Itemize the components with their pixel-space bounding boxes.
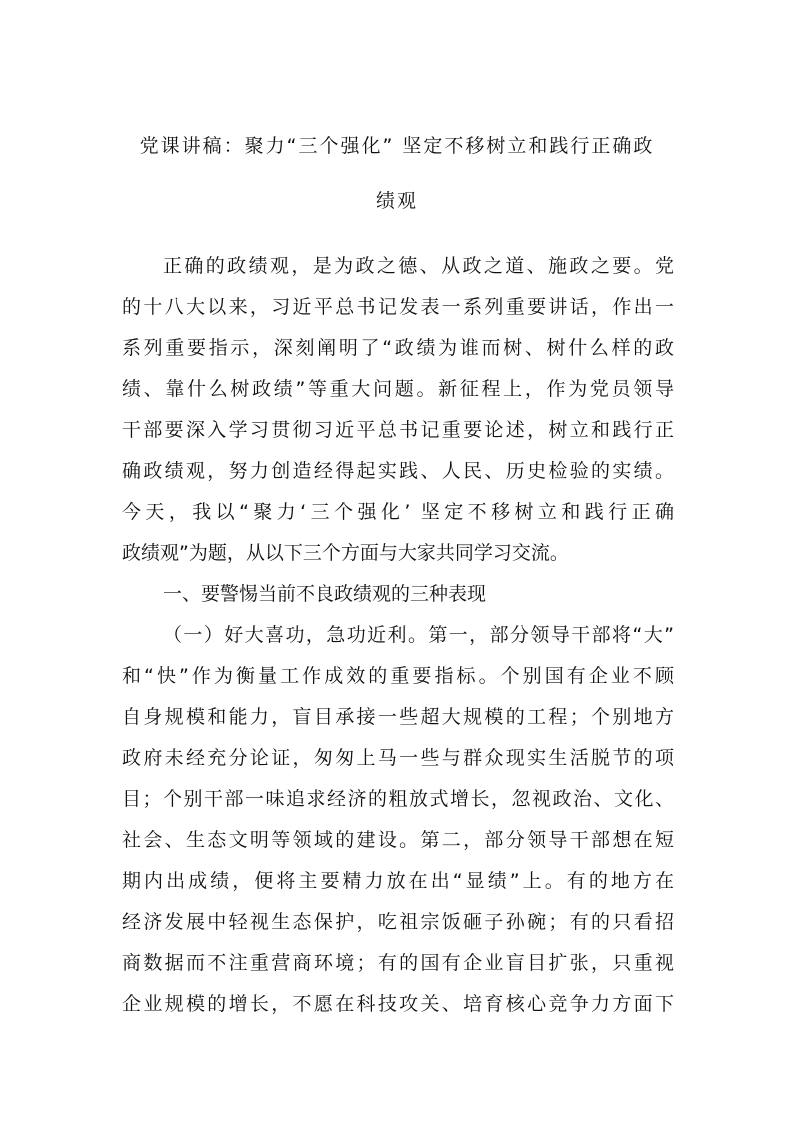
body-line: 今天，我以“聚力‘三个强化’ 坚定不移树立和践行正确 [122,501,674,523]
body-line: 正确的政绩观，是为政之德、从政之道、施政之要。党 [163,255,674,277]
body-line: 干部要深入学习贯彻习近平总书记重要论述，树立和践行正 [122,419,674,441]
body-line: 和“快”作为衡量工作成效的重要指标。个别国有企业不顾 [122,665,674,687]
body-line: 绩、靠什么树政绩”等重大问题。新征程上，作为党员领导 [122,378,674,400]
body-line: （一）好大喜功，急功近利。第一，部分领导干部将“大” [163,624,674,646]
document-title-line-2: 绩观 [375,190,418,212]
body-line: 期内出成绩，便将主要精力放在出“显绩”上。有的地方在 [122,870,674,892]
body-line: 商数据而不注重营商环境；有的国有企业盲目扩张，只重视 [122,952,674,974]
body-line: 经济发展中轻视生态保护，吃祖宗饭砸子孙碗；有的只看招 [122,911,674,933]
body-line: 政府未经充分论证，匆匆上马一些与群众现实生活脱节的项 [122,747,674,769]
body-line: 自身规模和能力，盲目承接一些超大规模的工程；个别地方 [122,706,674,728]
body-line: 政绩观”为题，从以下三个方面与大家共同学习交流。 [122,542,569,564]
body-line: 确政绩观，努力创造经得起实践、人民、历史检验的实绩。 [122,460,674,482]
body-line: 社会、生态文明等领域的建设。第二，部分领导干部想在短 [122,829,674,851]
body-line: 企业规模的增长，不愿在科技攻关、培育核心竞争力方面下 [122,993,674,1015]
document-title-line-1: 党课讲稿：聚力“三个强化” 坚定不移树立和践行正确政 [139,135,655,157]
document-body [122,246,674,1025]
body-line: 的十八大以来，习近平总书记发表一系列重要讲话，作出一 [122,296,674,318]
body-line: 系列重要指示，深刻阐明了“政绩为谁而树、树什么样的政 [122,337,674,359]
body-line: 目；个别干部一味追求经济的粗放式增长，忽视政治、文化、 [122,788,674,810]
section-heading: 一、要警惕当前不良政绩观的三种表现 [163,583,487,605]
